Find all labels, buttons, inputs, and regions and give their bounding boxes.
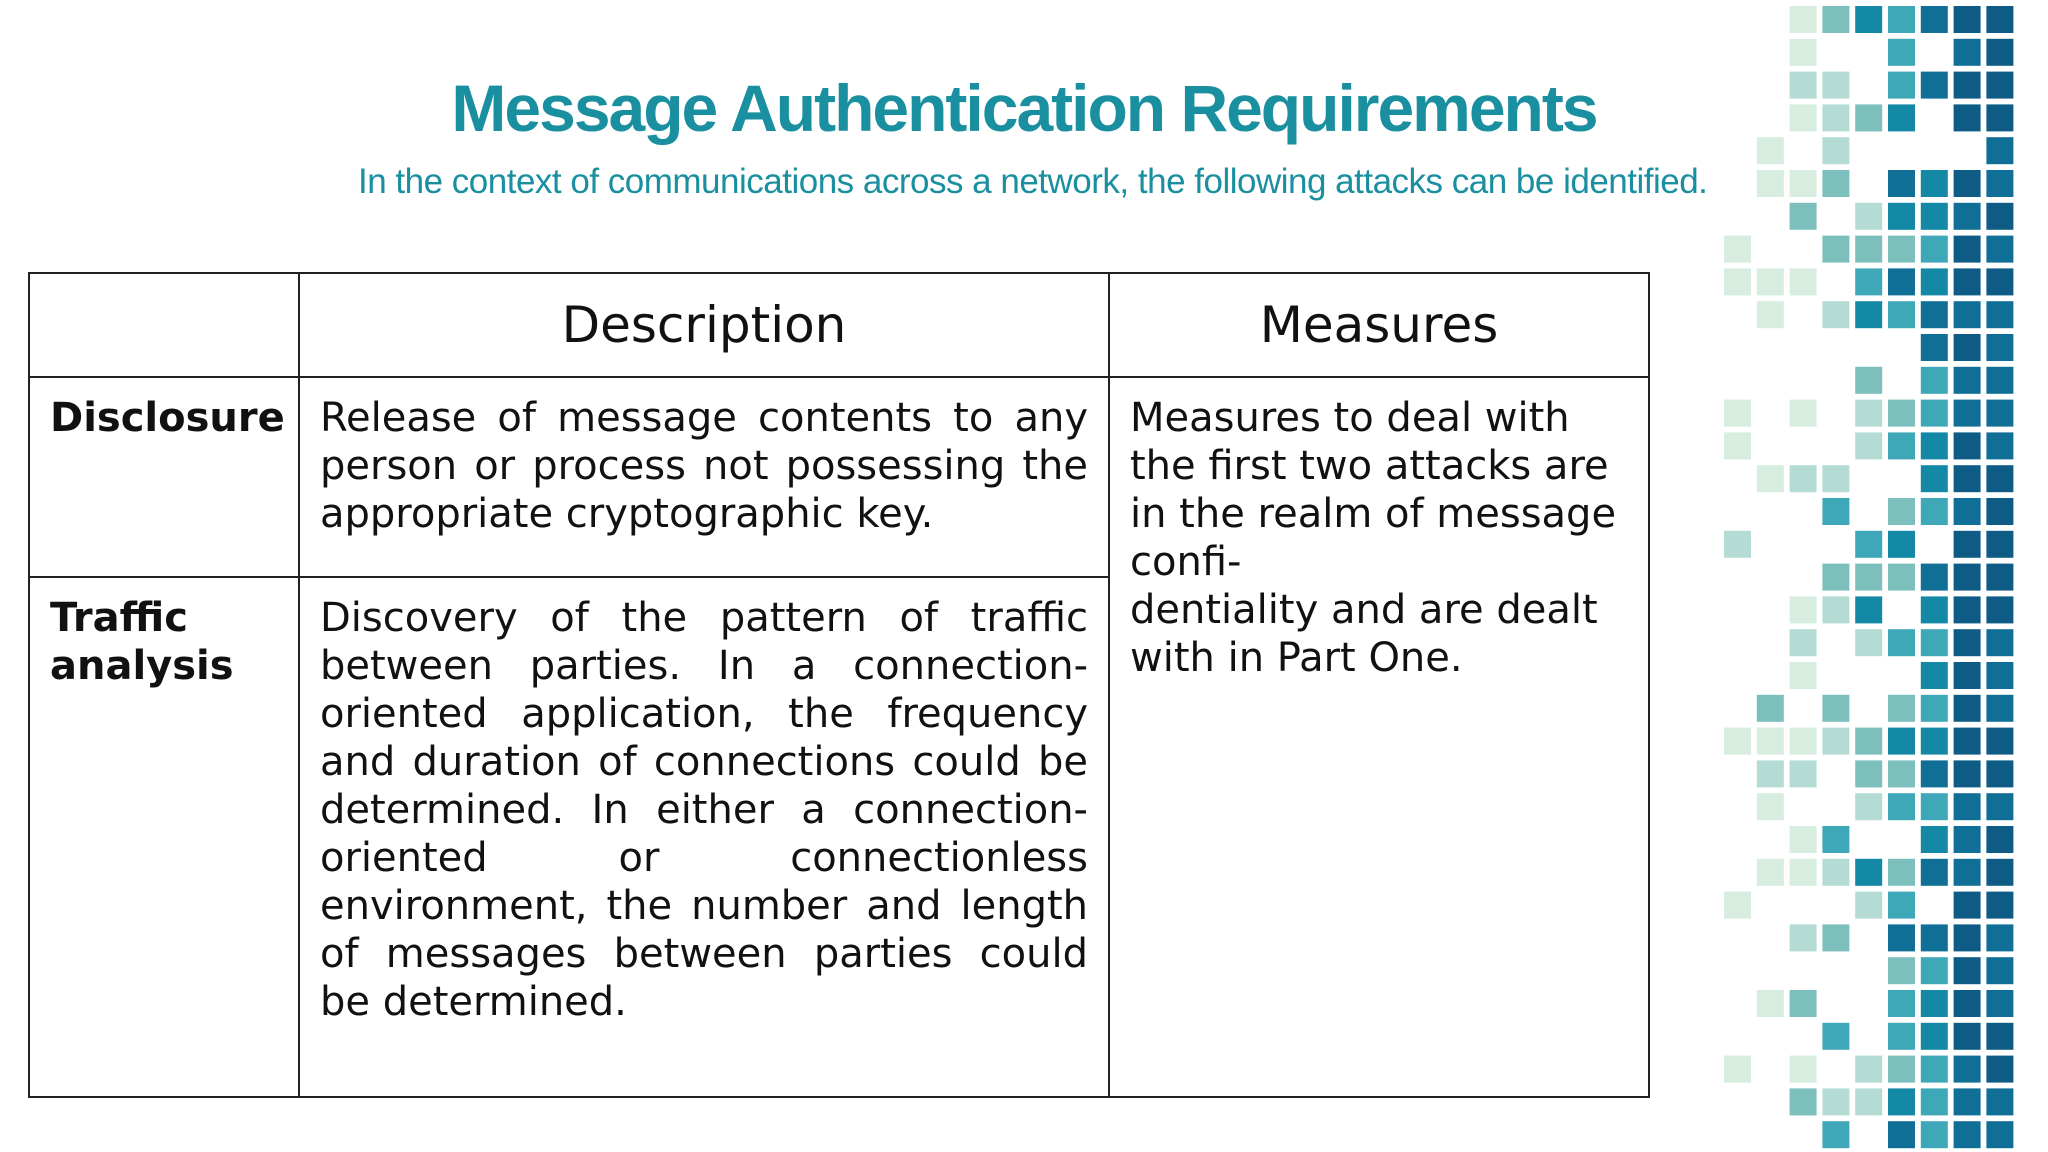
decorative-square <box>1921 367 1948 394</box>
decorative-square <box>1954 760 1981 787</box>
decorative-square <box>1724 892 1751 919</box>
decorative-square <box>1790 72 1817 99</box>
decorative-square <box>1921 334 1948 361</box>
decorative-square <box>1888 400 1915 427</box>
decorative-square <box>1954 662 1981 689</box>
decorative-square <box>1986 170 2013 197</box>
decorative-square <box>1954 695 1981 722</box>
decorative-square <box>1822 826 1849 853</box>
decorative-square <box>1757 170 1784 197</box>
decorative-square <box>1954 793 1981 820</box>
decorative-square <box>1954 400 1981 427</box>
decorative-square <box>1954 859 1981 886</box>
decorative-square <box>1888 859 1915 886</box>
decorative-square <box>1757 728 1784 755</box>
decorative-square <box>1724 268 1751 295</box>
decorative-square <box>1790 760 1817 787</box>
decorative-square <box>1757 137 1784 164</box>
decorative-square <box>1986 990 2013 1017</box>
decorative-square <box>1724 432 1751 459</box>
decorative-square <box>1757 760 1784 787</box>
decorative-square <box>1921 728 1948 755</box>
decorative-square <box>1954 728 1981 755</box>
decorative-square <box>1986 6 2013 33</box>
decorative-square <box>1921 498 1948 525</box>
measures-line: confi- <box>1130 539 1242 585</box>
decorative-square <box>1790 1088 1817 1115</box>
row-label-traffic-analysis: Traffic analysis <box>29 577 299 1097</box>
decorative-square <box>1855 760 1882 787</box>
decorative-square <box>1921 826 1948 853</box>
decorative-square <box>1822 301 1849 328</box>
decorative-square <box>1921 1023 1948 1050</box>
decorative-square <box>1954 465 1981 492</box>
decorative-square <box>1986 203 2013 230</box>
header-description: Description <box>299 273 1109 377</box>
decorative-square <box>1921 72 1948 99</box>
decorative-square <box>1921 203 1948 230</box>
decorative-square <box>1855 268 1882 295</box>
decorative-square <box>1822 728 1849 755</box>
decorative-square <box>1757 793 1784 820</box>
decorative-square <box>1954 334 1981 361</box>
decorative-square <box>1986 236 2013 263</box>
decorative-square <box>1888 170 1915 197</box>
measures-line: the first two attacks are <box>1130 443 1609 489</box>
decorative-square <box>1888 1023 1915 1050</box>
decorative-square <box>1790 1056 1817 1083</box>
decorative-square <box>1855 432 1882 459</box>
decorative-square <box>1921 629 1948 656</box>
decorative-square <box>1954 301 1981 328</box>
decorative-square <box>1954 498 1981 525</box>
decorative-square <box>1888 1121 1915 1148</box>
decorative-square <box>1986 564 2013 591</box>
decorative-square <box>1822 859 1849 886</box>
decorative-square <box>1790 465 1817 492</box>
decorative-square <box>1724 531 1751 558</box>
decorative-square <box>1790 924 1817 951</box>
decorative-square <box>1986 432 2013 459</box>
decorative-square <box>1724 728 1751 755</box>
decorative-square <box>1921 268 1948 295</box>
decorative-square <box>1986 334 2013 361</box>
decorative-square <box>1921 924 1948 951</box>
decorative-square <box>1790 728 1817 755</box>
decorative-square <box>1986 957 2013 984</box>
decorative-square <box>1757 695 1784 722</box>
decorative-square <box>1954 629 1981 656</box>
decorative-square <box>1855 596 1882 623</box>
decorative-square <box>1790 859 1817 886</box>
decorative-square <box>1790 6 1817 33</box>
decorative-square <box>1921 695 1948 722</box>
measures-line: in the realm of message <box>1130 491 1617 537</box>
decorative-square <box>1855 6 1882 33</box>
decorative-square <box>1790 268 1817 295</box>
decorative-square <box>1888 990 1915 1017</box>
decorative-square <box>1921 760 1948 787</box>
row-label-disclosure: Disclosure <box>29 377 299 577</box>
header-measures: Measures <box>1109 273 1649 377</box>
decorative-square <box>1986 39 2013 66</box>
decorative-square <box>1822 104 1849 131</box>
decorative-square <box>1986 301 2013 328</box>
decorative-square <box>1724 1056 1751 1083</box>
decorative-square <box>1921 236 1948 263</box>
decorative-square <box>1954 39 1981 66</box>
decorative-square <box>1790 990 1817 1017</box>
decorative-square <box>1757 301 1784 328</box>
decorative-square <box>1986 924 2013 951</box>
decorative-square <box>1855 728 1882 755</box>
decorative-square <box>1921 465 1948 492</box>
decorative-square <box>1855 564 1882 591</box>
measures-line: with in Part One. <box>1130 635 1463 681</box>
decorative-square <box>1822 236 1849 263</box>
decorative-square <box>1986 826 2013 853</box>
decorative-square <box>1921 301 1948 328</box>
decorative-square <box>1822 6 1849 33</box>
decorative-square <box>1954 432 1981 459</box>
decorative-square <box>1986 531 2013 558</box>
decorative-square <box>1724 236 1751 263</box>
decorative-square <box>1822 498 1849 525</box>
decorative-square <box>1822 465 1849 492</box>
decorative-square <box>1855 859 1882 886</box>
decorative-square <box>1986 137 2013 164</box>
decorative-square <box>1790 170 1817 197</box>
decorative-square <box>1954 203 1981 230</box>
decorative-square <box>1986 104 2013 131</box>
decorative-square <box>1954 531 1981 558</box>
decorative-square <box>1921 564 1948 591</box>
decorative-square <box>1921 1121 1948 1148</box>
decorative-square <box>1921 662 1948 689</box>
decorative-square <box>1954 892 1981 919</box>
decorative-square <box>1986 498 2013 525</box>
decorative-square <box>1986 1023 2013 1050</box>
decorative-square <box>1888 203 1915 230</box>
decorative-square <box>1822 137 1849 164</box>
decorative-square <box>1757 990 1784 1017</box>
decorative-square <box>1954 104 1981 131</box>
decorative-square <box>1888 1056 1915 1083</box>
decorative-square <box>1888 531 1915 558</box>
decorative-square <box>1888 629 1915 656</box>
decorative-square <box>1986 793 2013 820</box>
decorative-square <box>1986 662 2013 689</box>
slide-title: Message Authentication Requirements <box>451 71 1597 145</box>
decorative-square <box>1921 859 1948 886</box>
decorative-square <box>1855 400 1882 427</box>
decorative-square <box>1954 826 1981 853</box>
decorative-square <box>1822 596 1849 623</box>
decorative-square <box>1921 1088 1948 1115</box>
decorative-square <box>1954 170 1981 197</box>
decorative-square <box>1822 170 1849 197</box>
decorative-square <box>1954 924 1981 951</box>
decorative-square <box>1986 72 2013 99</box>
decorative-square <box>1986 760 2013 787</box>
decorative-square <box>1888 236 1915 263</box>
decorative-square <box>1921 170 1948 197</box>
decorative-square <box>1986 596 2013 623</box>
decorative-square <box>1855 629 1882 656</box>
decorative-square <box>1790 826 1817 853</box>
decorative-square <box>1954 72 1981 99</box>
decorative-square <box>1921 596 1948 623</box>
decorative-square <box>1986 268 2013 295</box>
decorative-square <box>1822 1121 1849 1148</box>
decorative-square <box>1921 432 1948 459</box>
decorative-square <box>1855 793 1882 820</box>
decorative-square <box>1888 924 1915 951</box>
decorative-square <box>1888 6 1915 33</box>
decorative-square <box>1986 367 2013 394</box>
decorative-square <box>1855 1088 1882 1115</box>
decorative-square <box>1921 793 1948 820</box>
measures-line: dentiality and are dealt <box>1130 587 1598 633</box>
decorative-square <box>1757 859 1784 886</box>
decorative-square <box>1822 924 1849 951</box>
decorative-square <box>1954 367 1981 394</box>
decorative-square <box>1986 892 2013 919</box>
decorative-square <box>1757 465 1784 492</box>
decorative-square <box>1888 957 1915 984</box>
decorative-square <box>1954 1056 1981 1083</box>
decorative-square <box>1888 498 1915 525</box>
decorative-square <box>1986 1056 2013 1083</box>
decorative-square <box>1822 1088 1849 1115</box>
decorative-square <box>1855 236 1882 263</box>
decorative-square <box>1954 957 1981 984</box>
decorative-square <box>1888 728 1915 755</box>
decorative-square <box>1855 367 1882 394</box>
decorative-square <box>1855 531 1882 558</box>
decorative-square <box>1954 990 1981 1017</box>
decorative-square <box>1822 72 1849 99</box>
description-disclosure: Release of message contents to any person or process not possessing the appropriate cryptographic key. <box>299 377 1109 577</box>
decorative-square <box>1921 6 1948 33</box>
decorative-square <box>1855 203 1882 230</box>
decorative-square <box>1954 1023 1981 1050</box>
decorative-square <box>1986 695 2013 722</box>
decorative-square <box>1888 695 1915 722</box>
decorative-square <box>1888 72 1915 99</box>
slide-subtitle: In the context of communications across a network, the following attacks can be identified. <box>358 162 1708 201</box>
decorative-square <box>1790 662 1817 689</box>
decorative-square <box>1822 695 1849 722</box>
decorative-square <box>1888 301 1915 328</box>
decorative-square <box>1954 564 1981 591</box>
decorative-square <box>1954 6 1981 33</box>
decorative-square <box>1855 301 1882 328</box>
decorative-square <box>1954 1088 1981 1115</box>
decorative-square <box>1921 400 1948 427</box>
decorative-square <box>1986 859 2013 886</box>
decorative-square <box>1790 629 1817 656</box>
decorative-square <box>1954 596 1981 623</box>
decorative-square <box>1790 203 1817 230</box>
decorative-square <box>1888 104 1915 131</box>
decorative-square <box>1986 1121 2013 1148</box>
decorative-square <box>1921 1056 1948 1083</box>
decorative-square <box>1888 432 1915 459</box>
decorative-square <box>1790 104 1817 131</box>
decorative-square <box>1986 400 2013 427</box>
decorative-square <box>1921 957 1948 984</box>
measures-line: Measures to deal with <box>1130 395 1570 441</box>
decorative-square <box>1855 892 1882 919</box>
decorative-square <box>1888 39 1915 66</box>
decorative-square <box>1888 268 1915 295</box>
decorative-square <box>1986 1088 2013 1115</box>
decorative-square <box>1724 400 1751 427</box>
decorative-square <box>1822 564 1849 591</box>
decorative-square <box>1790 400 1817 427</box>
decorative-square <box>1790 39 1817 66</box>
description-traffic-analysis: Discovery of the pattern of traffic between parties. In a connection-oriented application, the frequency and duration of connections could be determined. In either a connection-oriented or connectionless environment, the number and length of messages between parties could be determined. <box>299 577 1109 1097</box>
decorative-square <box>1888 760 1915 787</box>
decorative-square <box>1888 1088 1915 1115</box>
decorative-square <box>1822 1023 1849 1050</box>
decorative-square <box>1855 104 1882 131</box>
decorative-square <box>1757 268 1784 295</box>
decorative-square <box>1921 990 1948 1017</box>
decorative-square <box>1986 728 2013 755</box>
decorative-square <box>1888 564 1915 591</box>
decorative-square <box>1954 268 1981 295</box>
decorative-square <box>1986 465 2013 492</box>
decorative-square <box>1790 596 1817 623</box>
decorative-square <box>1888 892 1915 919</box>
decorative-square <box>1888 793 1915 820</box>
decorative-square <box>1855 1056 1882 1083</box>
decorative-square <box>1954 236 1981 263</box>
decorative-square <box>1954 1121 1981 1148</box>
decorative-square <box>1986 629 2013 656</box>
